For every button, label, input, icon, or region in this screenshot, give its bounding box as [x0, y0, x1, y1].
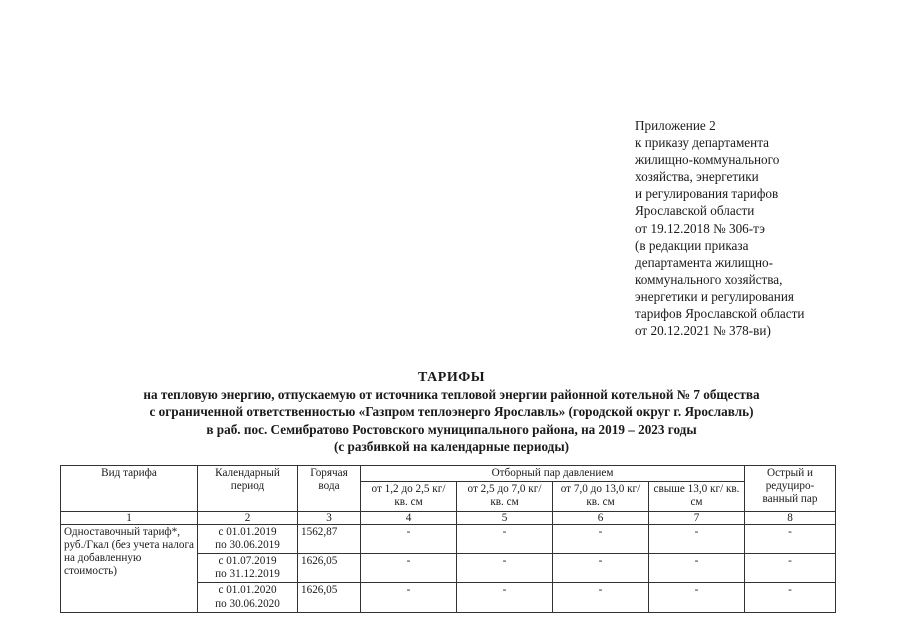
column-number: 6	[553, 511, 649, 524]
period-cell	[198, 524, 298, 553]
column-number: 2	[198, 511, 298, 524]
steam-2-value: -	[457, 554, 553, 583]
column-number: 4	[361, 511, 457, 524]
heading-line: с ограниченной ответственностью «Газпром теплоэнерго Ярославль» (городской округ г. Ярославль)	[149, 404, 754, 420]
appendix-line: тарифов Ярославской области	[635, 306, 805, 322]
hot-water-value: 1562,87	[298, 524, 361, 553]
steam-3-value: -	[553, 554, 649, 583]
period-from: с 01.01.2019	[218, 525, 277, 538]
column-number: 8	[745, 511, 836, 524]
period-from: с 01.01.2020	[218, 584, 277, 597]
steam-2-value: -	[457, 583, 553, 612]
appendix-line: (в редакции приказа	[635, 237, 749, 253]
appendix-block	[635, 117, 875, 339]
steam-1-value: -	[361, 554, 457, 583]
heading-line: (с разбивкой на календарные периоды)	[333, 438, 570, 454]
period-cell	[198, 554, 298, 583]
appendix-line: от 19.12.2018 № 306-тэ	[635, 220, 765, 236]
sharp-steam-value: -	[745, 524, 836, 553]
period-cell	[198, 583, 298, 612]
appendix-line: и регулирования тарифов	[635, 186, 779, 202]
sharp-steam-value: -	[745, 583, 836, 612]
appendix-line: жилищно-коммунального	[635, 152, 780, 168]
appendix-line: департамента жилищно-	[635, 254, 774, 270]
appendix-line: энергетики и регулирования	[635, 288, 794, 304]
steam-4-value: -	[649, 524, 745, 553]
document-title: ТАРИФЫ	[418, 370, 485, 385]
steam-2-value: -	[457, 524, 553, 553]
document-heading	[40, 369, 863, 455]
header-steam-over-13: свыше 13,0 кг/ кв. см	[649, 482, 745, 511]
steam-1-value: -	[361, 583, 457, 612]
header-sharp-steam: Острый и редуциро-ванный пар	[745, 466, 836, 512]
appendix-line: Приложение 2	[635, 118, 716, 133]
steam-3-value: -	[553, 583, 649, 612]
appendix-line: коммунального хозяйства,	[635, 271, 783, 287]
steam-3-value: -	[553, 524, 649, 553]
period-to: по 30.06.2019	[215, 538, 280, 551]
header-steam-group: Отборный пар давлением	[361, 466, 745, 482]
column-number: 1	[61, 511, 198, 524]
period-to: по 31.12.2019	[215, 568, 280, 581]
column-number: 3	[298, 511, 361, 524]
sharp-steam-value: -	[745, 554, 836, 583]
heading-line: в раб. пос. Семибратово Ростовского муниципального района, на 2019 – 2023 годы	[206, 421, 697, 437]
column-number-row	[61, 511, 836, 524]
steam-4-value: -	[649, 554, 745, 583]
column-number: 7	[649, 511, 745, 524]
tariff-table	[60, 465, 836, 613]
header-steam-7-13: от 7,0 до 13,0 кг/кв. см	[553, 482, 649, 511]
header-hot-water: Горячая вода	[298, 466, 361, 512]
header-calendar-period: Календарный период	[198, 466, 298, 512]
table-row	[61, 524, 836, 553]
appendix-line: к приказу департамента	[635, 135, 769, 151]
heading-line: на тепловую энергию, отпускаемую от источника тепловой энергии районной котельной № 7 общества	[143, 387, 760, 403]
header-steam-2-5-7: от 2,5 до 7,0 кг/ кв. см	[457, 482, 553, 511]
hot-water-value: 1626,05	[298, 583, 361, 612]
header-tariff-type: Вид тарифа	[61, 466, 198, 512]
steam-4-value: -	[649, 583, 745, 612]
period-to: по 30.06.2020	[215, 597, 280, 610]
hot-water-value: 1626,05	[298, 554, 361, 583]
header-steam-1-2-5: от 1,2 до 2,5 кг/ кв. см	[361, 482, 457, 511]
appendix-line: от 20.12.2021 № 378-ви)	[635, 323, 771, 339]
tariff-type-cell: Одноставочный тариф*, руб./Гкал (без учета налога на добавленную стоимость)	[61, 524, 198, 612]
steam-1-value: -	[361, 524, 457, 553]
appendix-line: хозяйства, энергетики	[635, 169, 759, 185]
appendix-line: Ярославской области	[635, 203, 755, 219]
column-number: 5	[457, 511, 553, 524]
period-from: с 01.07.2019	[218, 555, 277, 568]
